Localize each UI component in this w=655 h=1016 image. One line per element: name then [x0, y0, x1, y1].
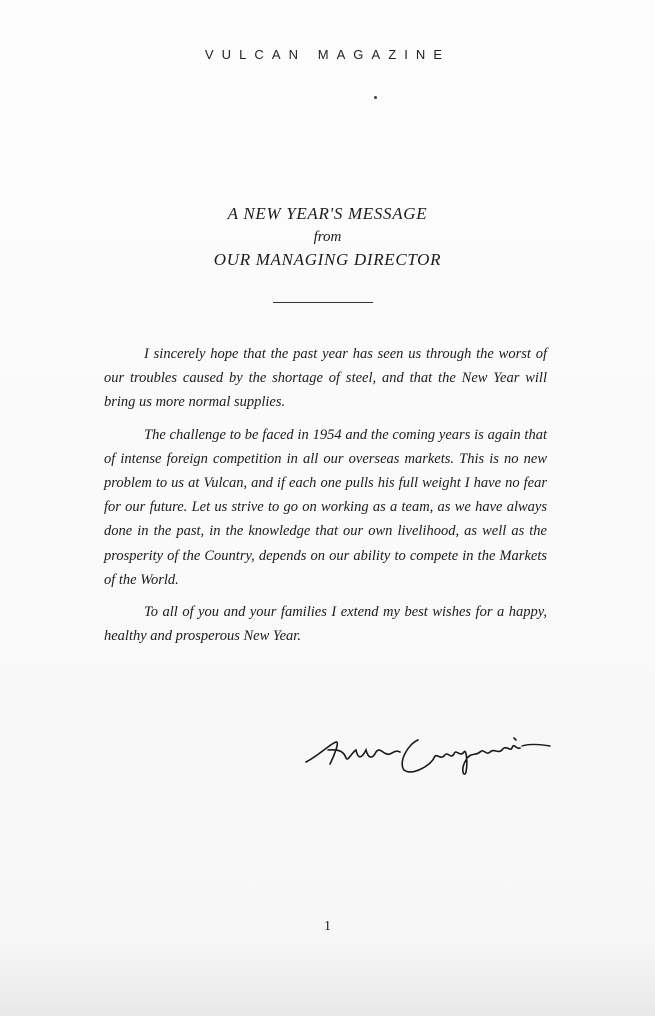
page-number: 1 — [324, 919, 331, 934]
paragraph-1: I sincerely hope that the past year has seen us through the worst of our troubles caused by the shortage of steel, and that the New Year will bring us more normal supplies. — [104, 346, 547, 411]
headline-divider — [273, 302, 373, 303]
running-head: VULCAN MAGAZINE — [204, 47, 451, 62]
headline-line-2: from — [313, 229, 342, 245]
headline-line-3: OUR MANAGING DIRECTOR — [213, 250, 442, 269]
paragraph-3: To all of you and your families I extend my best wishes for a happy, healthy and prosperous New Year. — [104, 604, 547, 645]
paragraph-2: The challenge to be faced in 1954 and the coming years is again that of intense foreign competition in all our overseas markets. This is no new problem to us at Vulcan, and if each one pulls his full weight I have no fear for our future. Let us strive to go on working as a team, as we have always done in the past, in the knowledge that our own livelihood, as well as the prosperity of the Country, depends on our ability to compete in the Markets of the World. — [104, 426, 547, 588]
signature — [300, 722, 554, 782]
print-speck — [374, 96, 377, 99]
message-headline — [0, 202, 655, 272]
message-body — [104, 342, 547, 656]
headline-line-1: A NEW YEAR'S MESSAGE — [227, 204, 428, 223]
